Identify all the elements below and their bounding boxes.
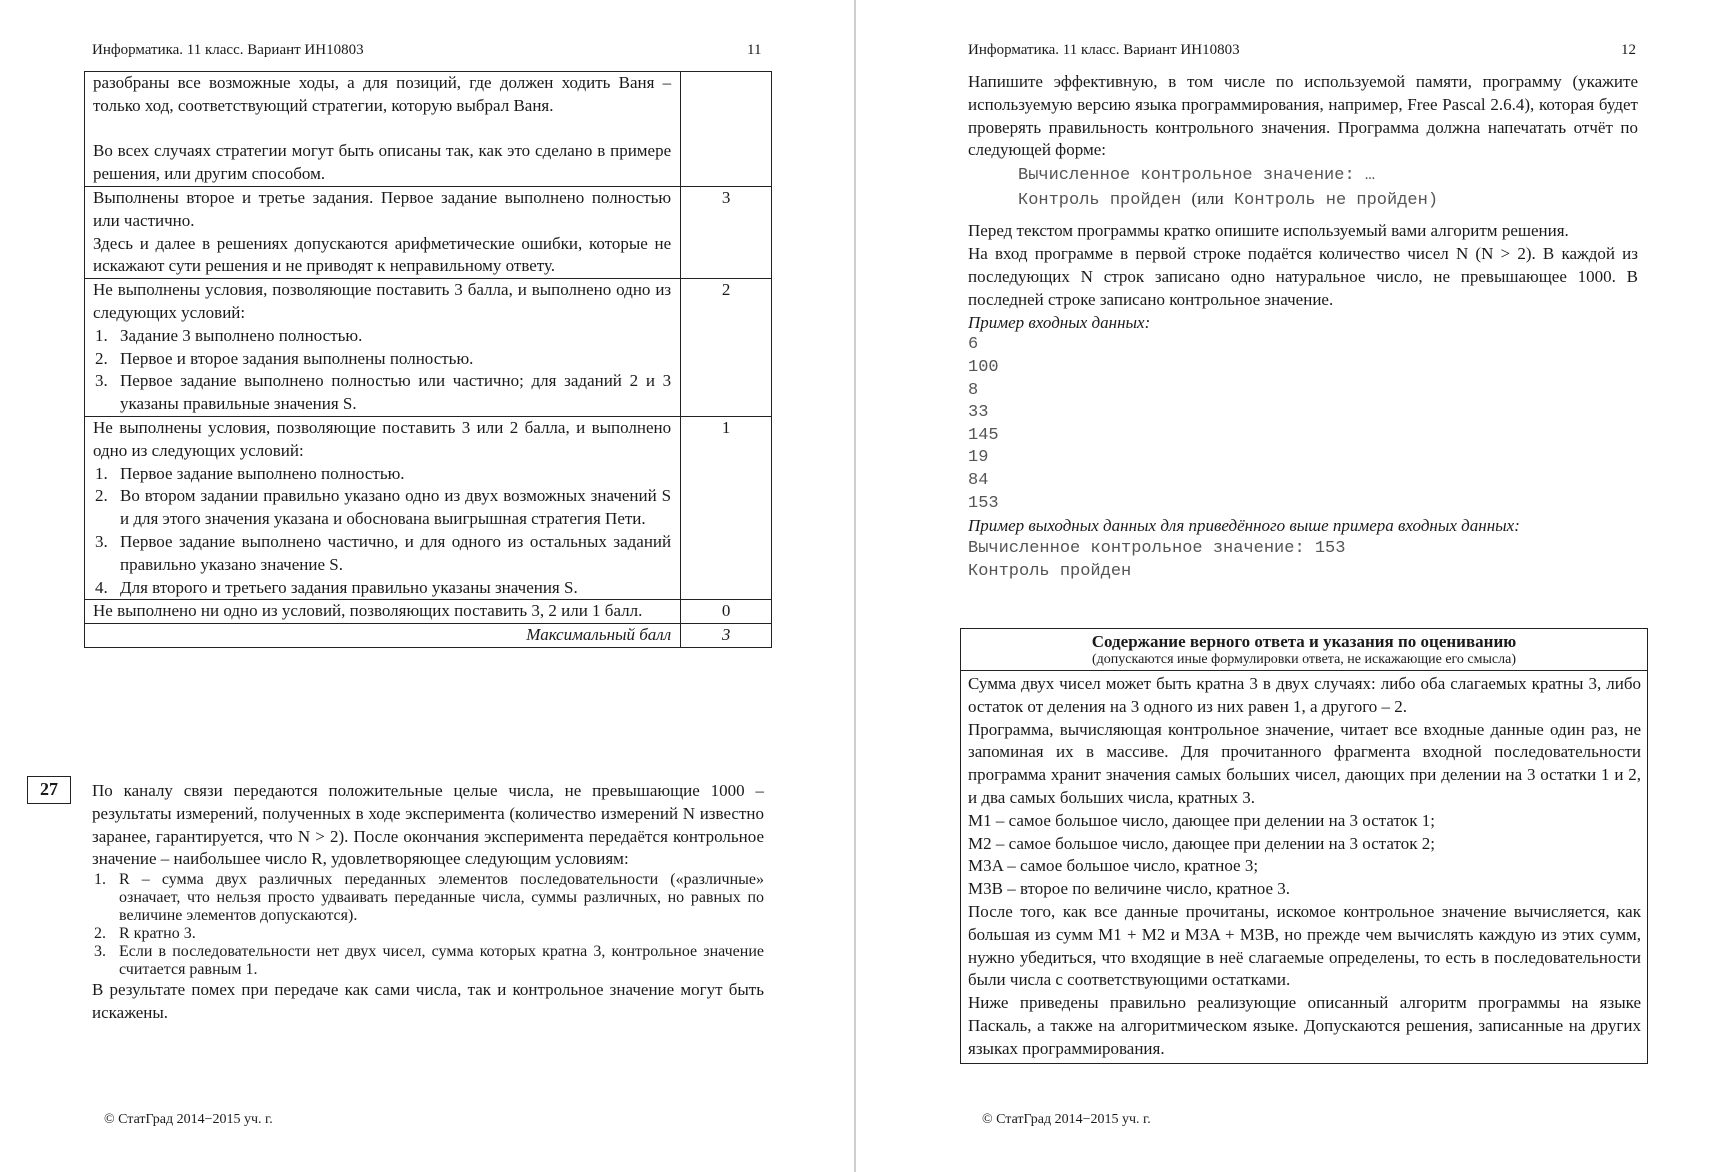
left-page <box>0 0 854 1172</box>
list-number: 1. <box>95 325 108 345</box>
task-conditions-list <box>92 871 764 979</box>
task-paragraph: Перед текстом программы кратко опишите используемый вами алгоритм решения. <box>968 221 1569 241</box>
list-number: 2. <box>95 348 108 368</box>
task-27-continuation <box>968 71 1638 583</box>
report-form <box>968 165 1638 212</box>
answer-paragraph: Ниже приведены правильно реализующие описанный алгоритм программы на языке Паскаль, а также на алгоритмическом языке. Допускаются решения, записанные на других языках программирования. <box>968 993 1641 1058</box>
input-line: 6 <box>968 335 979 355</box>
output-line: Контроль пройден <box>968 561 1132 581</box>
task-number-box: 27 <box>27 776 71 804</box>
answer-paragraph: После того, как все данные прочитаны, искомое контрольное значение вычисляется, как большая из сумм M1 + M2 и M3A + M3B, но прежде чем вычислять каждую из этих сумм, нужно убедиться, что входящие в неё слагаемые определены, то есть в последовательности были числа с соответствующими остатками. <box>968 901 1641 990</box>
list-number: 3. <box>95 531 108 551</box>
criteria-text: Не выполнены условия, позволяющие поставить 3 или 2 балла, и выполнено одно из следующих условий: <box>93 417 672 460</box>
left-page-number: 11 <box>747 42 762 58</box>
list-number: 4. <box>95 577 108 597</box>
answer-box-header <box>961 629 1647 671</box>
list-text: Во втором задании правильно указано одно из двух возможных значений S и для этого значения указана и обоснована выигрышная стратегия Пети. <box>120 486 672 529</box>
input-line: 84 <box>968 470 989 490</box>
answer-paragraph: Программа, вычисляющая контрольное значение, читает все входные данные один раз, не запоминая их в массиве. Для прочитанного фрагмента входной последовательности программа хранит значения самых больших чисел, дающих при делении на 3 остатки 1 и 2, и два самых больших числа, кратных 3. <box>968 719 1641 807</box>
report-fail: Контроль не пройден) <box>1233 190 1439 210</box>
criteria-score: 1 <box>681 416 772 599</box>
answer-definition: M2 – самое большое число, дающее при делении на 3 остаток 2; <box>968 833 1435 853</box>
input-example-label: Пример входных данных: <box>968 312 1151 332</box>
criteria-row-2 <box>85 279 772 417</box>
list-item <box>93 485 671 531</box>
criteria-text: Не выполнены условия, позволяющие поставить 3 балла, и выполнено одно из следующих условий: <box>93 280 672 322</box>
input-line: 100 <box>968 357 999 377</box>
list-text: Первое задание выполнено полностью. <box>120 463 405 483</box>
list-text: Для второго и третьего задания правильно указаны значения S. <box>120 577 578 597</box>
report-line <box>1018 188 1638 213</box>
answer-body <box>961 671 1647 1063</box>
input-line: 8 <box>968 380 979 400</box>
list-text: Первое задание выполнено частично, и для одного из остальных заданий правильно указано значение S. <box>120 531 672 574</box>
criteria-score: 0 <box>681 600 772 624</box>
list-item <box>92 943 764 979</box>
task-paragraph: В результате помех при передаче как сами числа, так и контрольное значение могут быть искажены. <box>92 980 764 1022</box>
max-score-label: Максимальный балл <box>85 624 681 648</box>
list-text: Задание 3 выполнено полностью. <box>120 325 363 345</box>
answer-subtitle: (допускаются иные формулировки ответа, не искажающие его смысла) <box>1092 652 1516 667</box>
answer-definition: M3A – самое большое число, кратное 3; <box>968 856 1259 876</box>
criteria-desc <box>85 186 681 278</box>
output-example-label: Пример выходных данных для приведённого выше примера входных данных: <box>968 516 1520 536</box>
list-text: Первое задание выполнено полностью или частично; для заданий 2 и 3 указаны правильные значения S. <box>120 371 672 414</box>
list-item <box>93 348 671 371</box>
criteria-text: Здесь и далее в решениях допускаются арифметические ошибки, которые не искажают сути решения и не приводят к неправильному ответу. <box>93 233 672 276</box>
list-number: 2. <box>94 925 106 943</box>
report-line: Вычисленное контрольное значение: … <box>1018 166 1376 186</box>
list-number: 1. <box>95 463 108 483</box>
criteria-desc <box>85 416 681 599</box>
right-page-number: 12 <box>1621 42 1636 58</box>
answer-title: Содержание верного ответа и указания по оцениванию <box>1091 632 1517 651</box>
left-page-header: Информатика. 11 класс. Вариант ИН10803 <box>92 42 364 58</box>
list-item <box>92 925 764 943</box>
list-item <box>93 370 671 416</box>
criteria-list <box>93 325 671 416</box>
output-line: Вычисленное контрольное значение: 153 <box>968 538 1346 558</box>
list-text: R – сумма двух различных переданных элементов последовательности («различные» означает, что нельзя просто удваивать переданные числа, суммы различных, но равных по величине элементов допускаются). <box>119 871 764 925</box>
criteria-text: Выполнены второе и третье задания. Первое задание выполнено полностью или частично. <box>93 187 672 230</box>
criteria-text: разобраны все возможные ходы, а для позиций, где должен ходить Ваня – только ход, соответствующий стратегии, которую выбрал Ваня. <box>93 73 672 115</box>
report-pass: Контроль пройден <box>1018 190 1182 210</box>
input-line: 19 <box>968 448 989 468</box>
input-line: 153 <box>968 493 999 513</box>
right-page-header: Информатика. 11 класс. Вариант ИН10803 <box>968 42 1240 58</box>
list-text: Если в последовательности нет двух чисел, сумма которых кратна 3, контрольное значение считается равным 1. <box>119 943 764 979</box>
criteria-score <box>681 72 772 187</box>
output-example <box>968 538 1638 583</box>
report-or: (или <box>1191 188 1224 208</box>
criteria-row-intro <box>85 72 772 187</box>
answer-definition: M3B – второе по величине число, кратное 3. <box>968 879 1291 899</box>
task-paragraph: На вход программе в первой строке подаётся количество чисел N (N > 2). В каждой из последующих N строк записано одно натуральное число, не превышающее 1000. В последней строке записано контрольное значение. <box>968 244 1638 309</box>
list-text: R кратно 3. <box>119 925 196 943</box>
task-paragraph: По каналу связи передаются положительные целые числа, не превышающие 1000 – результаты измерений, полученных в ходе эксперимента (количество измерений N известно заранее, гарантируется, что N > 2). После окончания эксперимента передаётся контрольное значение – наибольшее число R, удовлетворяющее следующим условиям: <box>92 781 764 869</box>
criteria-score: 2 <box>681 279 772 417</box>
criteria-desc <box>85 600 681 624</box>
answer-box <box>960 628 1648 1064</box>
criteria-row-0 <box>85 600 772 624</box>
left-page-footer: © СтатГрад 2014−2015 уч. г. <box>104 1112 273 1127</box>
right-page <box>856 0 1710 1172</box>
list-item <box>93 463 671 486</box>
criteria-text: Не выполнено ни одно из условий, позволяющих поставить 3, 2 или 1 балл. <box>93 601 643 621</box>
criteria-desc <box>85 72 681 187</box>
input-line: 145 <box>968 425 999 445</box>
task-paragraph: Напишите эффективную, в том числе по используемой памяти, программу (укажите используемую версию языка программирования, например, Free Pascal 2.6.4), которая будет проверять правильность контрольного значения. Программа должна напечатать отчёт по следующей форме: <box>968 72 1638 160</box>
input-line: 33 <box>968 403 989 423</box>
criteria-row-1 <box>85 416 772 599</box>
answer-definition: M1 – самое большое число, дающее при делении на 3 остаток 1; <box>968 810 1435 830</box>
max-score-value: 3 <box>681 624 772 648</box>
criteria-table <box>84 71 772 648</box>
answer-paragraph: Сумма двух чисел может быть кратна 3 в двух случаях: либо оба слагаемых кратны 3, либо остаток от деления на 3 одного из них равен 1, а другого – 2. <box>968 674 1641 716</box>
list-number: 1. <box>94 871 106 889</box>
list-number: 3. <box>94 943 106 961</box>
list-item <box>93 325 671 348</box>
criteria-desc <box>85 279 681 417</box>
criteria-text: Во всех случаях стратегии могут быть описаны так, как это сделано в примере решения, или другим способом. <box>93 141 672 184</box>
list-text: Первое и второе задания выполнены полностью. <box>120 348 474 368</box>
list-number: 2. <box>95 486 108 506</box>
list-number: 3. <box>95 371 108 391</box>
list-item <box>93 577 671 600</box>
task-27-text <box>92 780 764 1025</box>
right-page-footer: © СтатГрад 2014−2015 уч. г. <box>982 1112 1151 1127</box>
criteria-list <box>93 463 671 600</box>
criteria-row-total <box>85 624 772 648</box>
criteria-row-3 <box>85 186 772 278</box>
criteria-score: 3 <box>681 186 772 278</box>
list-item <box>93 531 671 577</box>
input-example <box>968 334 1638 515</box>
list-item <box>92 871 764 925</box>
